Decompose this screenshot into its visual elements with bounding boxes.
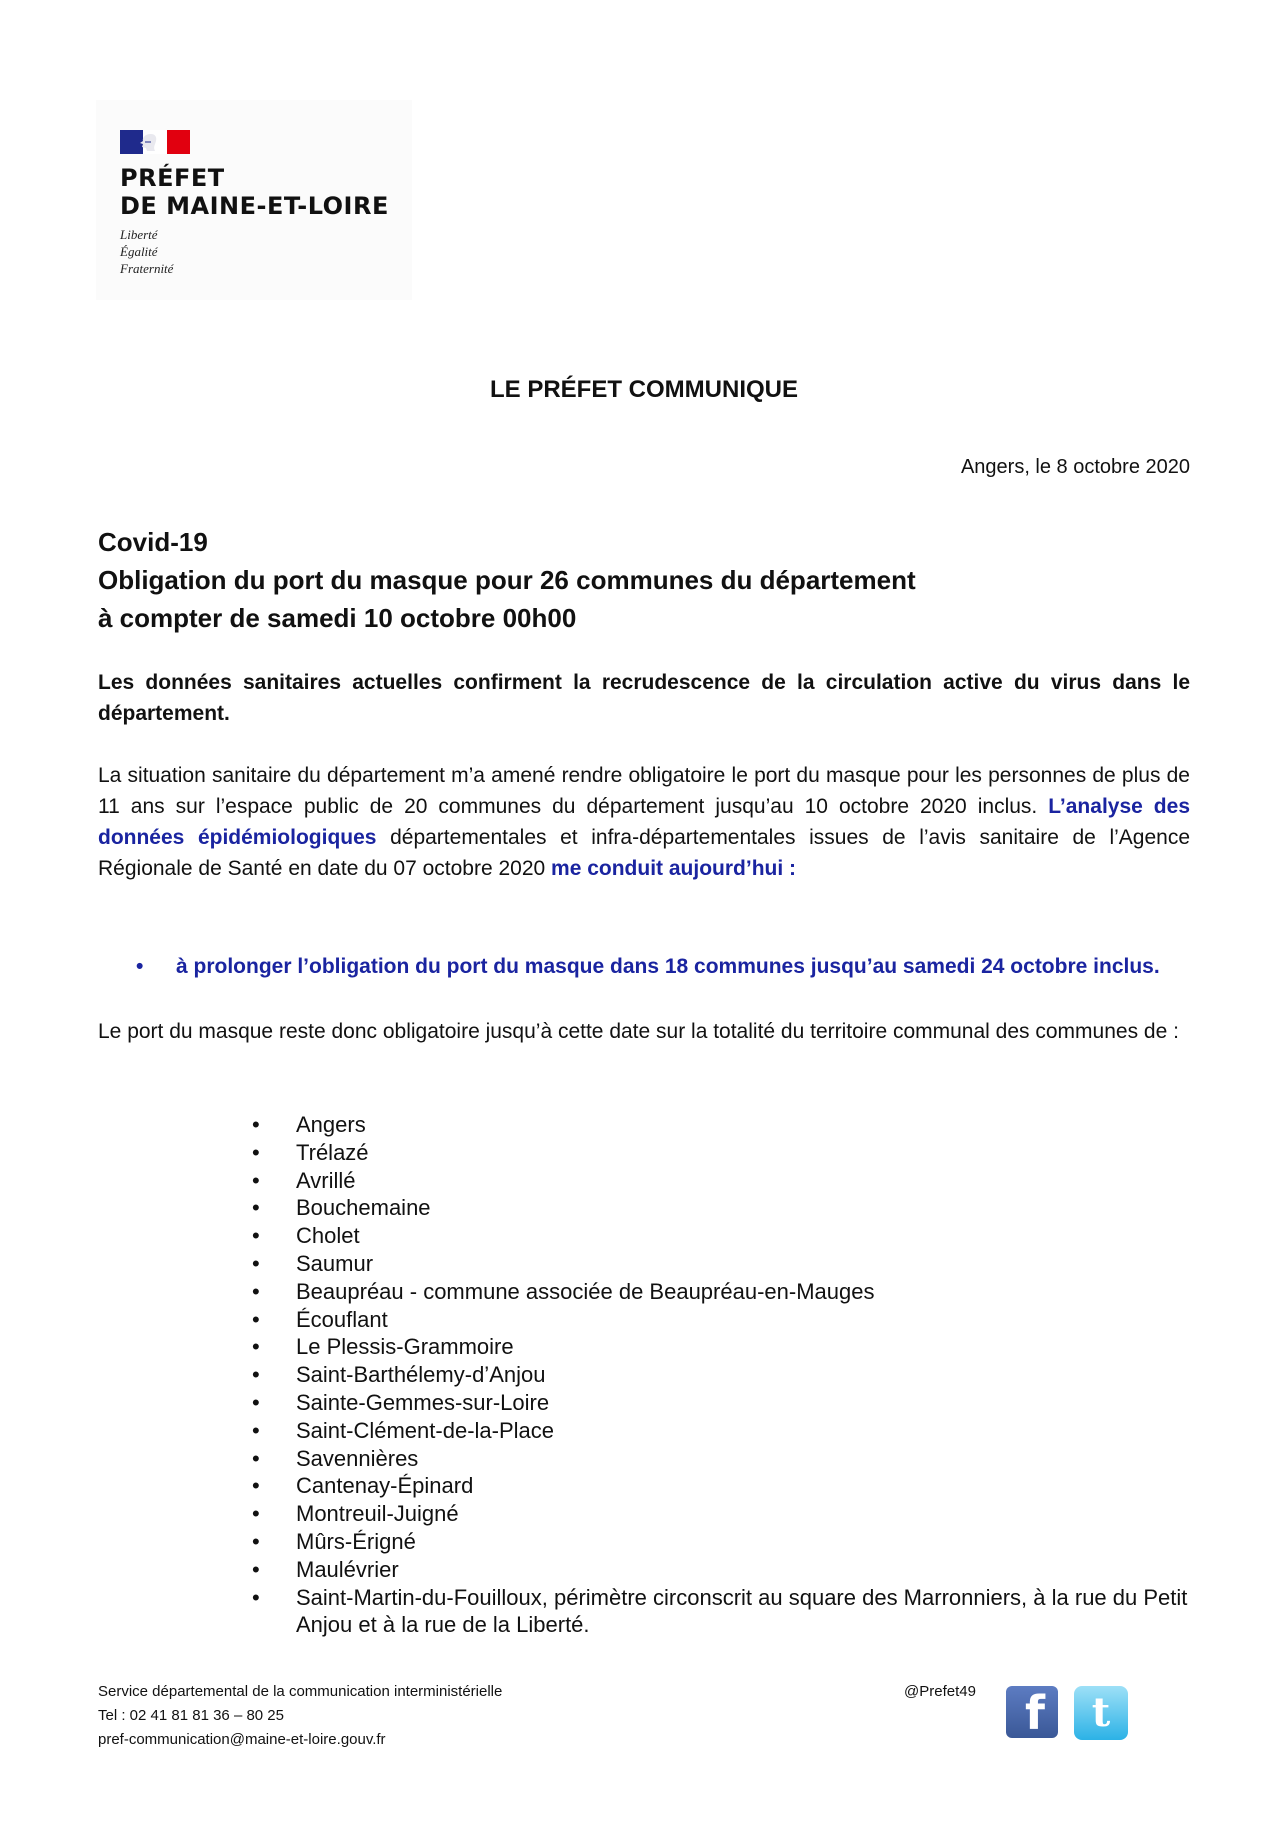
communes-intro-paragraph: Le port du masque reste donc obligatoire jusqu’à cette date sur la totalité du territoire communal des communes de : (98, 1020, 1179, 1043)
contact-footer (98, 1680, 502, 1752)
footer-email-link[interactable]: pref-communication@maine-et-loire.gouv.fr (98, 1731, 386, 1748)
commune-name: Angers (296, 1112, 366, 1137)
list-item: • Sainte-Gemmes-sur-Loire (252, 1389, 550, 1415)
document-heading: LE PRÉFET COMMUNIQUE (489, 376, 798, 403)
main-paragraph (98, 760, 1190, 884)
tricolor-flag-icon (120, 130, 190, 154)
commune-name: Savennières (296, 1445, 419, 1471)
list-item: • Angers (252, 1112, 366, 1137)
main-highlight-analysis: L’analyse des données épidémiologiques (98, 795, 1190, 849)
title-line1: Covid-19 (98, 527, 208, 557)
motto-liberte: Liberté (120, 227, 158, 242)
commune-name: Cantenay-Épinard (296, 1473, 474, 1499)
list-item: • Cantenay-Épinard (252, 1473, 474, 1499)
main-text-part1: La situation sanitaire du département m’a amené rendre obligatoire le port du masque pour les personnes de plus de 11 ans sur l’espace public de 20 communes du département jusqu’au 10 octobre 2020 inclus. (98, 764, 1190, 818)
list-item: • Beaupréau - commune associée de Beaupréau-en-Mauges (252, 1278, 875, 1304)
motto-fraternite: Fraternité (120, 261, 174, 276)
list-item: • Le Plessis-Grammoire (252, 1334, 514, 1360)
list-item: • Montreuil-Juigné (252, 1501, 459, 1527)
decision-bullet-text: à prolonger l’obligation du port du masque dans 18 communes jusqu’au samedi 24 octobre inclus. (176, 955, 1160, 978)
list-item: • Saumur (252, 1250, 374, 1276)
list-item: • Savennières (252, 1445, 419, 1471)
main-text-part2: départementales et infra-départementales issues de l’avis sanitaire de l’Agence Régionale de Santé en date du 07 octobre 2020 (98, 826, 1190, 880)
communes-list (248, 1111, 1190, 1639)
commune-name: Saumur (296, 1250, 374, 1276)
list-item: • Avrillé (252, 1167, 356, 1193)
commune-name: Mûrs-Érigné (296, 1528, 416, 1554)
twitter-glyph: t (1091, 1689, 1111, 1736)
title-line2: Obligation du port du masque pour 26 communes du département (98, 565, 916, 595)
list-item: • Cholet (252, 1223, 360, 1249)
list-item: • Saint-Clément-de-la-Place (252, 1417, 554, 1443)
commune-name: Saint-Clément-de-la-Place (296, 1417, 554, 1443)
commune-name: Cholet (296, 1223, 360, 1249)
bullet-symbol: • (136, 955, 144, 978)
footer-service: Service départemental de la communication interministérielle (98, 1683, 503, 1700)
main-highlight-decision: me conduit aujourd’hui : (551, 857, 797, 880)
list-item: • Trélazé (252, 1139, 369, 1165)
marianne-profile-icon (137, 133, 161, 151)
commune-name: Avrillé (296, 1167, 356, 1193)
list-item: • Saint-Martin-du-Fouilloux, périmètre circonscrit au square des Marronniers, à la rue du Petit Anjou et à la rue de la Liberté. (252, 1584, 1188, 1638)
logo-title-line1: PRÉFET (120, 164, 225, 192)
list-item: • Maulévrier (252, 1556, 399, 1582)
commune-name: Saint-Barthélemy-d’Anjou (296, 1362, 546, 1388)
prefecture-logo (96, 100, 412, 300)
facebook-glyph: f (1024, 1686, 1045, 1738)
motto-egalite: Égalité (120, 244, 158, 259)
list-item: • Saint-Barthélemy-d’Anjou (252, 1362, 546, 1388)
intro-paragraph: Les données sanitaires actuelles confirment la recrudescence de la circulation active du virus dans le département. (98, 671, 1190, 725)
title-line3: à compter de samedi 10 octobre 00h00 (98, 603, 577, 633)
commune-name: Trélazé (296, 1139, 369, 1165)
twitter-handle[interactable]: @Prefet49 (904, 1683, 976, 1700)
republic-motto (120, 226, 173, 277)
logo-title (120, 164, 389, 220)
list-item: • Écouflant (252, 1306, 388, 1332)
facebook-icon[interactable] (1006, 1686, 1058, 1738)
press-release-title (98, 523, 916, 637)
commune-name: Écouflant (296, 1306, 388, 1332)
commune-name: Saint-Martin-du-Fouilloux, périmètre circonscrit au square des Marronniers, à la rue du Petit Anjou et à la rue de la Liberté. (296, 1584, 1188, 1638)
footer-phone: Tel : 02 41 81 81 36 – 80 25 (98, 1707, 284, 1724)
logo-title-line2: DE MAINE-ET-LOIRE (120, 192, 389, 220)
commune-name: Maulévrier (296, 1556, 399, 1582)
commune-name: Montreuil-Juigné (296, 1501, 459, 1527)
list-item: • Mûrs-Érigné (252, 1528, 416, 1554)
commune-name: Beaupréau - commune associée de Beaupréau-en-Mauges (296, 1278, 875, 1304)
document-date: Angers, le 8 octobre 2020 (960, 456, 1190, 478)
commune-name: Bouchemaine (296, 1195, 431, 1221)
commune-name: Sainte-Gemmes-sur-Loire (296, 1389, 550, 1415)
list-item: • Bouchemaine (252, 1195, 431, 1221)
commune-name: Le Plessis-Grammoire (296, 1334, 514, 1360)
twitter-icon[interactable] (1074, 1686, 1128, 1740)
